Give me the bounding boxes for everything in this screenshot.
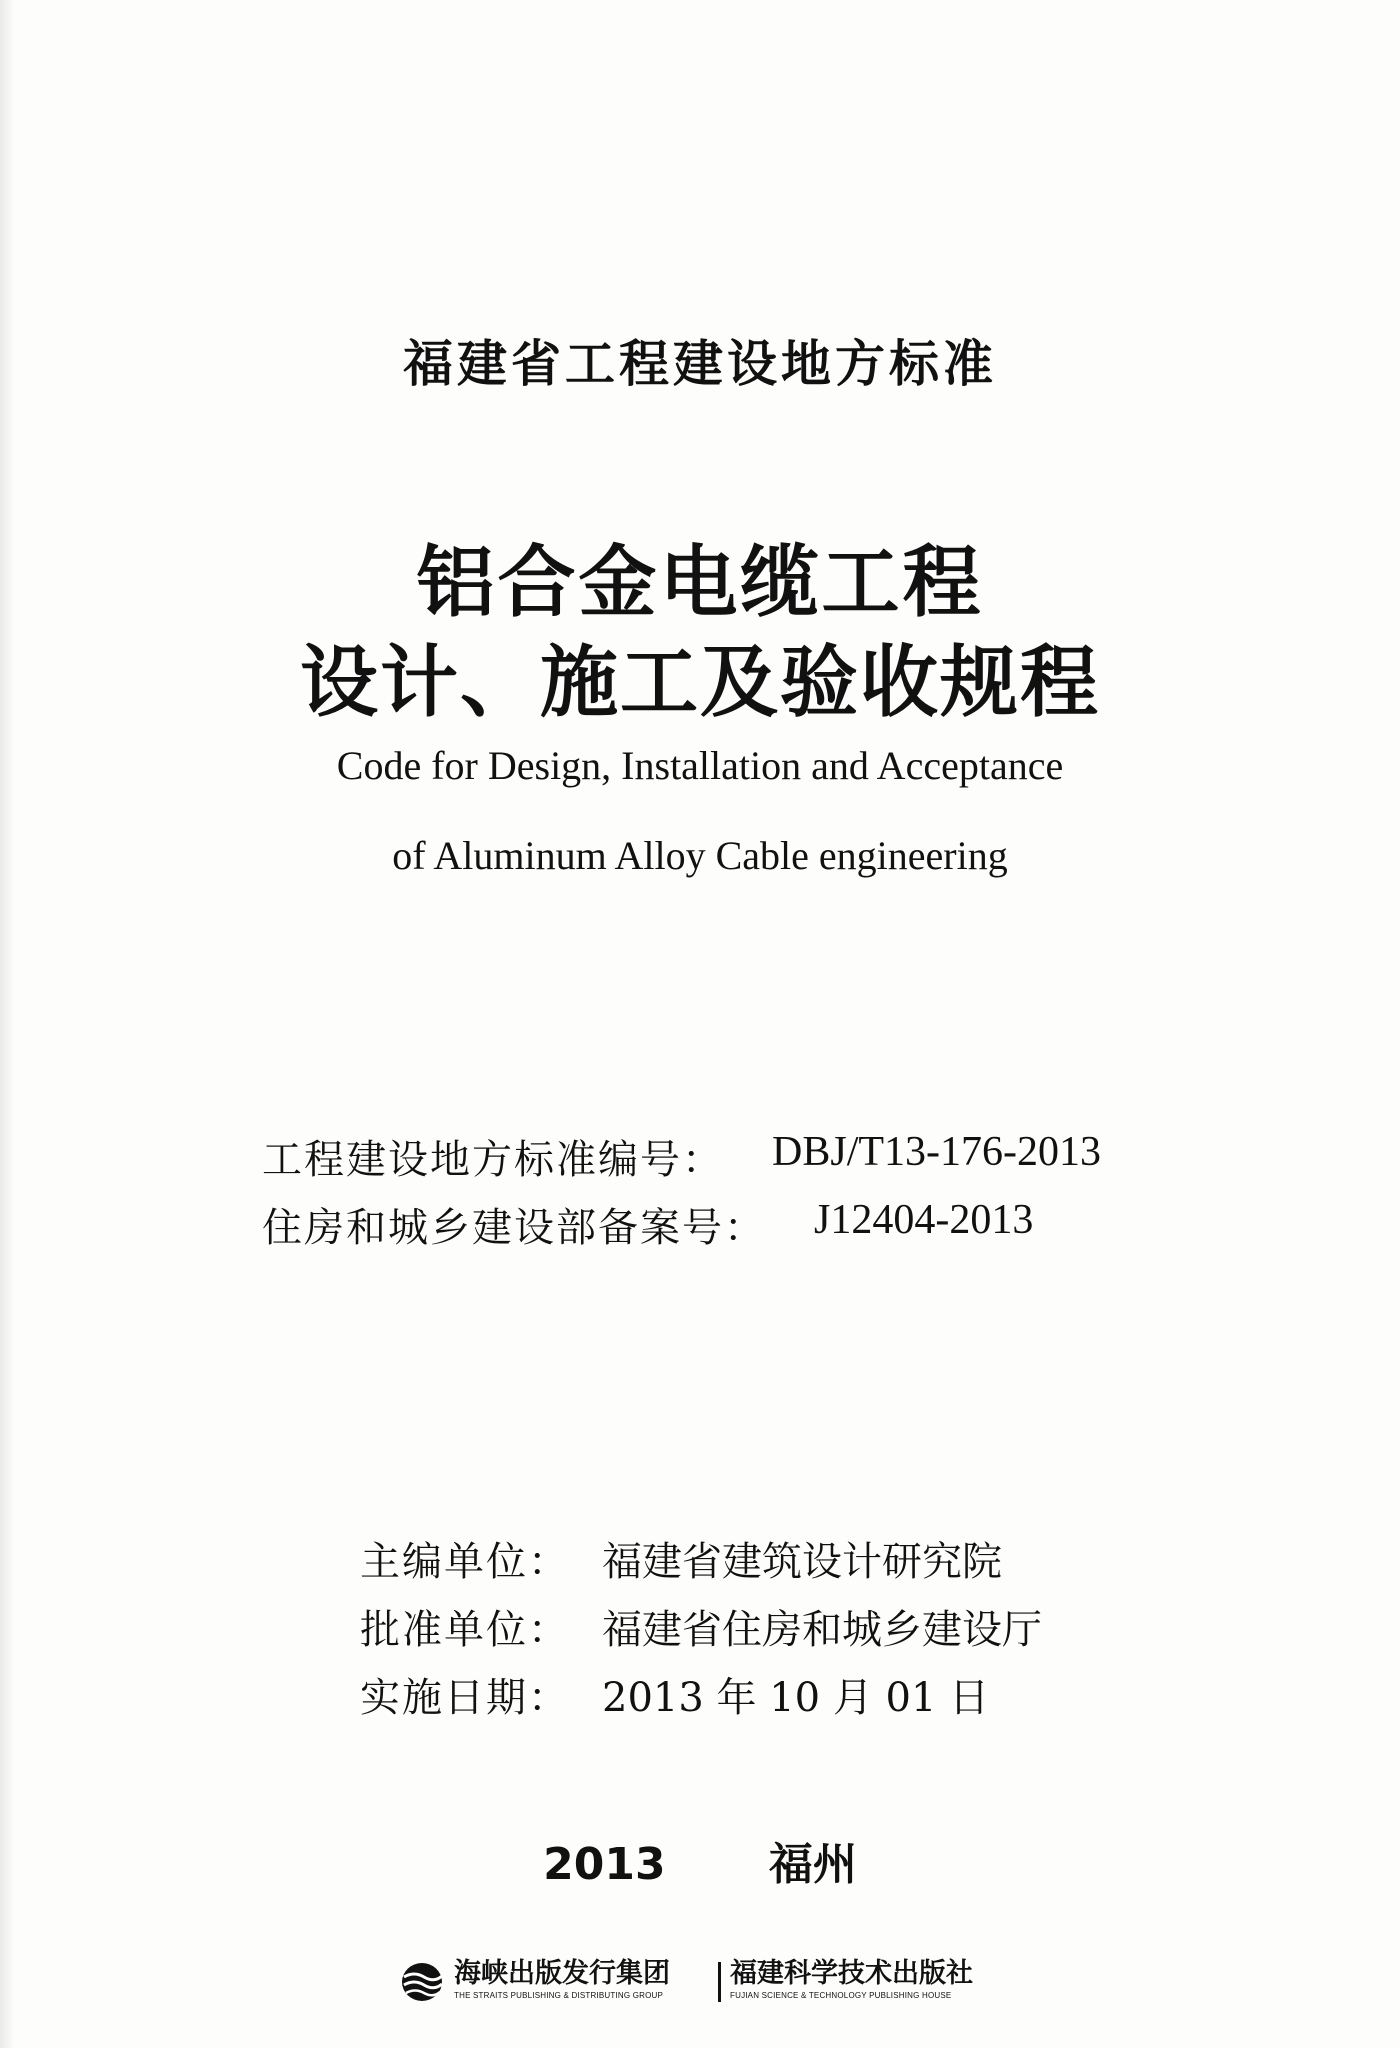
- date-value: 2013 年 10 月 01 日: [602, 1675, 990, 1721]
- editor-value: 福建省建筑设计研究院: [602, 1539, 1002, 1585]
- publishing-house-name: 福建科学技术出版社: [730, 1958, 973, 1989]
- editor-row: [360, 1530, 1160, 1598]
- english-title-line-2: of Aluminum Alloy Cable engineering: [392, 833, 1008, 878]
- standard-series: 福建省工程建设地方标准: [403, 335, 997, 393]
- date-row: [360, 1666, 1160, 1734]
- standard-number-label: 工程建设地方标准编号：: [262, 1137, 724, 1183]
- approver-label: 批准单位：: [360, 1607, 570, 1653]
- standard-number-value: DBJ/T13-176-2013: [772, 1129, 1101, 1175]
- scan-edge: [0, 0, 14, 2048]
- publishing-house-english: FUJIAN SCIENCE & TECHNOLOGY PUBLISHING HOUSE: [730, 1991, 952, 2000]
- publisher-group-english: THE STRAITS PUBLISHING & DISTRIBUTING GROUP: [454, 1991, 664, 2000]
- publishing-house: [730, 1958, 1000, 2002]
- english-title-line-1: Code for Design, Installation and Acceptance: [336, 743, 1064, 788]
- record-number-row: [262, 1196, 1162, 1264]
- approver-row: [360, 1598, 1160, 1666]
- record-number-label: 住房和城乡建设部备案号：: [262, 1205, 766, 1251]
- publisher-group: [454, 1958, 714, 2002]
- publisher-imprint: [400, 1958, 1000, 2008]
- date-label: 实施日期：: [360, 1675, 570, 1721]
- wave-logo-icon: [400, 1960, 444, 2004]
- publisher-group-name: 海峡出版发行集团: [454, 1958, 670, 1989]
- standard-codes: [262, 1128, 1162, 1264]
- imprint-year: 2013: [543, 1839, 666, 1890]
- main-title-line-1: 铝合金电缆工程: [416, 538, 984, 628]
- approver-value: 福建省住房和城乡建设厅: [602, 1607, 1042, 1653]
- main-title-line-2: 设计、施工及验收规程: [299, 638, 1100, 728]
- standard-number-row: [262, 1128, 1162, 1196]
- record-number-value: J12404-2013: [814, 1197, 1034, 1243]
- imprint-line: [0, 1828, 1400, 1892]
- publisher-divider: [718, 1962, 721, 2002]
- imprint-city: 福州: [768, 1839, 857, 1890]
- publication-info: [360, 1530, 1160, 1734]
- editor-label: 主编单位：: [360, 1539, 570, 1585]
